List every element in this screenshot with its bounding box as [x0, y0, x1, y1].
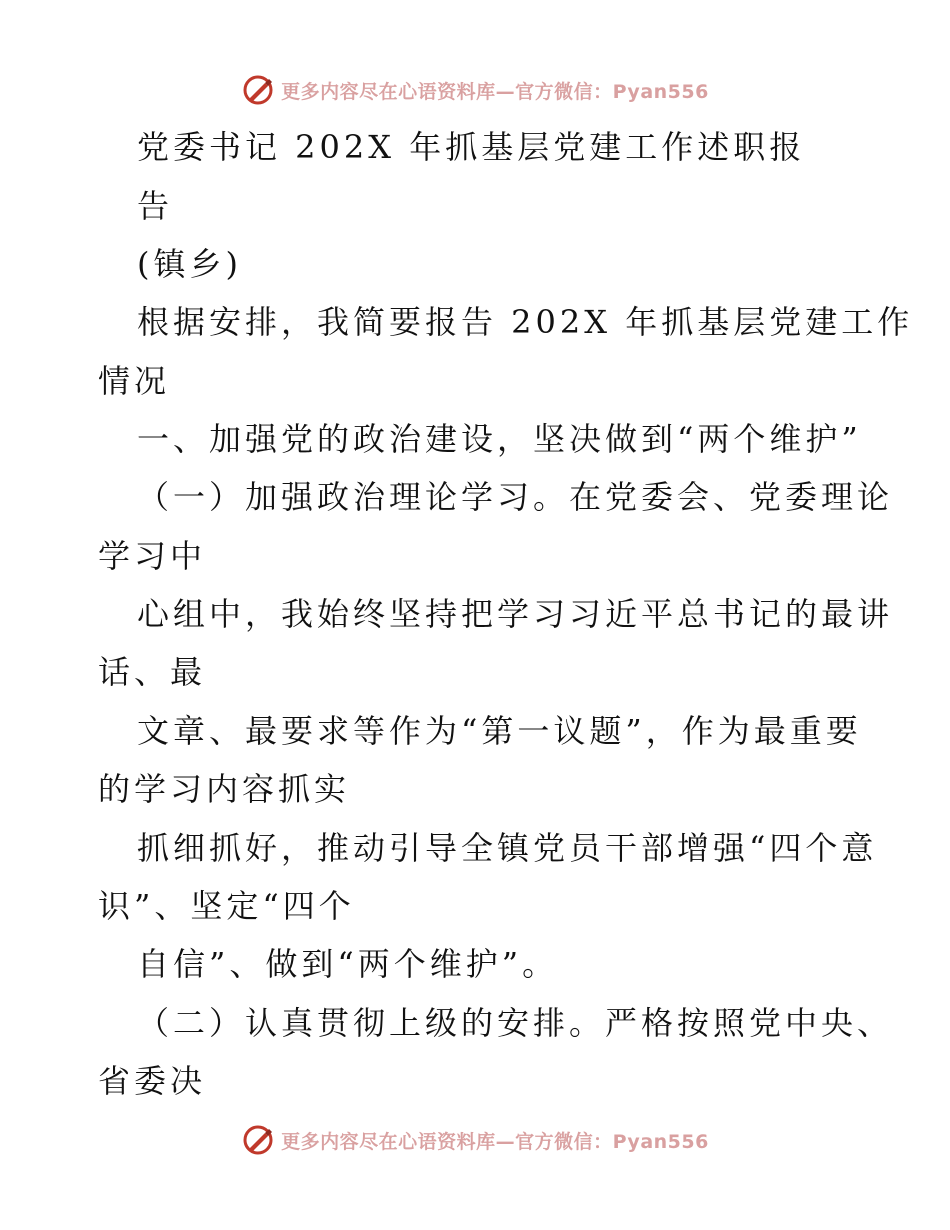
doc-subtitle: (镇乡) [137, 245, 242, 283]
watermark-text: 更多内容尽在心语资料库—官方微信：Pyan556 [281, 80, 709, 103]
doc-paragraph-line: 抓细抓好，推动引导全镇党员干部增强“四个意 [137, 829, 878, 867]
doc-paragraph-line: 自信”、做到“两个维护”。 [137, 945, 559, 983]
doc-paragraph-line: 心组中，我始终坚持把学习习近平总书记的最讲 [137, 595, 894, 633]
watermark-footer [0, 1120, 950, 1160]
doc-paragraph-line: 文章、最要求等作为“第一议题”，作为最重要 [137, 712, 862, 750]
doc-paragraph-line: （一）加强政治理论学习。在党委会、党委理论 [137, 478, 894, 516]
watermark-text: 更多内容尽在心语资料库—官方微信：Pyan556 [281, 1130, 709, 1153]
doc-paragraph-line: 识”、坚定“四个 [98, 887, 355, 925]
doc-title-line-1: 党委书记 202X 年抓基层党建工作述职报 [137, 128, 806, 166]
doc-paragraph-line: 学习中 [98, 537, 207, 575]
doc-paragraph-line: 省委决 [98, 1062, 207, 1100]
doc-paragraph-line: 话、最 [98, 653, 207, 691]
doc-paragraph-line: 根据安排，我简要报告 202X 年抓基层党建工作 [137, 303, 914, 341]
pen-logo-icon [241, 1123, 275, 1157]
doc-paragraph-line: 情况 [98, 362, 171, 400]
doc-title-line-2: 告 [137, 187, 174, 225]
doc-section-heading: 一、加强党的政治建设，坚决做到“两个维护” [137, 420, 862, 458]
doc-paragraph-line: 的学习内容抓实 [98, 770, 351, 808]
doc-paragraph-line: （二）认真贯彻上级的安排。严格按照党中央、 [137, 1004, 894, 1042]
